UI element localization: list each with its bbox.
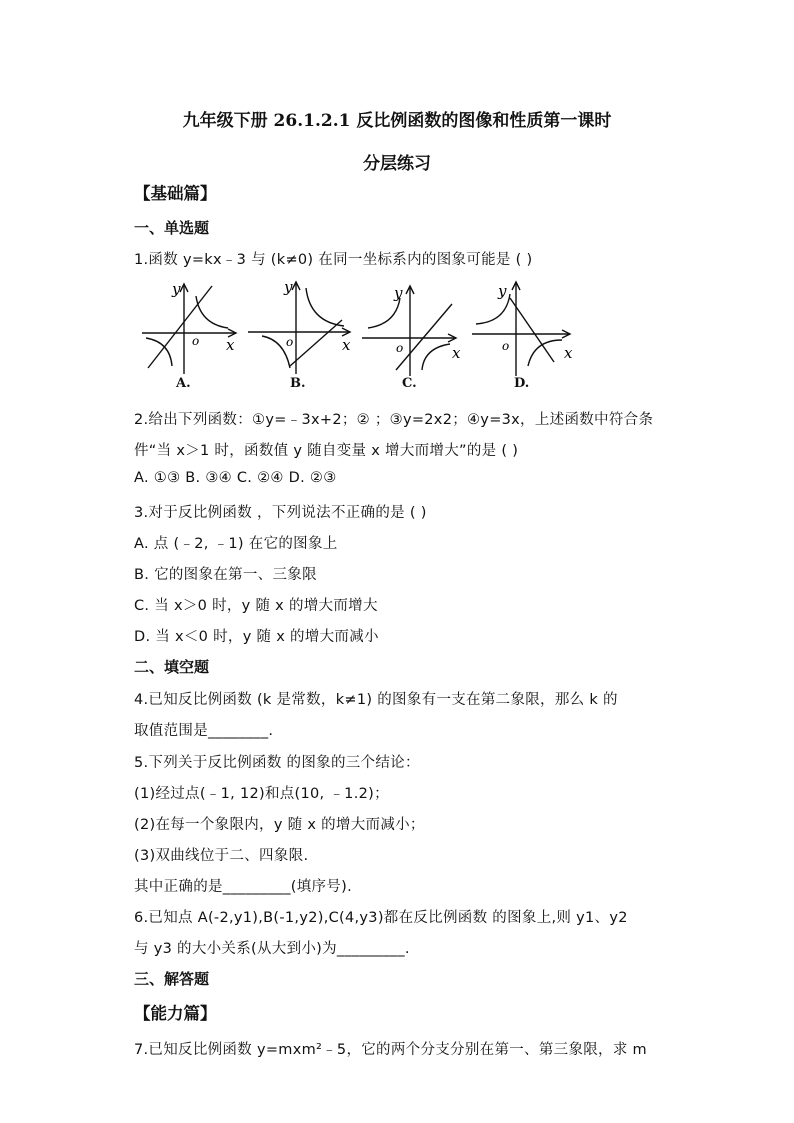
x-axis-label: x [226,336,235,354]
x-axis-label: x [342,336,351,354]
graph-b-figure [246,278,356,378]
part-single-choice-heading: 一、单选题 [134,219,210,237]
graph-a-figure [140,278,250,378]
question-3: 3.对于反比例函数 ，下列说法不正确的是 ( ) [134,505,427,521]
graph-c-figure [360,278,470,378]
page-title: 九年级下册 26.1.2.1 反比例函数的图像和性质第一课时 [182,111,612,131]
question-6-line-1: 6.已知点 A(-2,y1),B(-1,y2),C(4,y3)都在反比例函数 的图象上,则 y1、y2 [134,910,628,926]
page-subtitle: 分层练习 [363,154,431,174]
y-axis-label: y [498,282,507,300]
question-5-answer-line: 其中正确的是_________(填序号). [134,879,352,895]
y-axis-label: y [394,284,403,302]
part-fill-blank-heading: 二、填空题 [134,658,210,676]
graph-option-a [140,278,250,398]
question-3-option-b: B. 它的图象在第一、三象限 [134,567,317,583]
question-4-line-2: 取值范围是________. [134,723,274,739]
question-3-option-c: C. 当 x＞0 时，y 随 x 的增大而增大 [134,598,378,614]
origin-label: o [502,339,510,353]
question-2-options: A. ①③ B. ③④ C. ②④ D. ②③ [134,470,337,486]
question-2-line-2: 件“当 x＞1 时，函数值 y 随自变量 x 增大而增大”的是 ( ) [134,443,519,459]
question-5-statement-3: (3)双曲线位于二、四象限. [134,848,309,864]
x-axis-label: x [564,344,573,362]
part-answer-heading: 三、解答题 [134,970,210,988]
question-3-option-d: D. 当 x＜0 时，y 随 x 的增大而减小 [134,629,379,645]
y-axis-label: y [172,280,181,298]
question-7: 7.已知反比例函数 y=mxm²﹣5，它的两个分支分别在第一、第三象限，求 m [134,1042,647,1058]
section-ability-heading: 【能力篇】 [134,1004,217,1023]
graph-d-figure [470,278,580,378]
question-5: 5.下列关于反比例函数 的图象的三个结论： [134,755,420,771]
question-6-line-2: 与 y3 的大小关系(从大到小)为_________. [134,941,410,957]
origin-label: o [286,335,294,349]
question-4-line-1: 4.已知反比例函数 (k 是常数，k≠1) 的图象有一支在第二象限，那么 k 的 [134,692,618,708]
section-basic-heading: 【基础篇】 [134,184,217,203]
graph-c-label: C. [402,376,417,391]
graph-d-label: D. [514,376,530,391]
graph-b-label: B. [290,376,306,391]
question-5-statement-1: (1)经过点(﹣1, 12)和点(10, ﹣1.2)； [134,786,389,802]
y-axis-label: y [284,278,293,296]
origin-label: o [396,341,404,355]
question-1: 1.函数 y=kx﹣3 与 (k≠0) 在同一坐标系内的图象可能是 ( ) [134,252,533,268]
graph-a-label: A. [176,376,191,391]
question-3-option-a: A. 点 (﹣2, ﹣1) 在它的图象上 [134,536,338,552]
x-axis-label: x [452,344,461,362]
origin-label: o [192,334,200,348]
question-2-line-1: 2.给出下列函数：①y=﹣3x+2；② ；③y=2x2；④y=3x，上述函数中符合条 [134,412,654,428]
question-5-statement-2: (2)在每一个象限内，y 随 x 的增大而减小； [134,817,425,833]
